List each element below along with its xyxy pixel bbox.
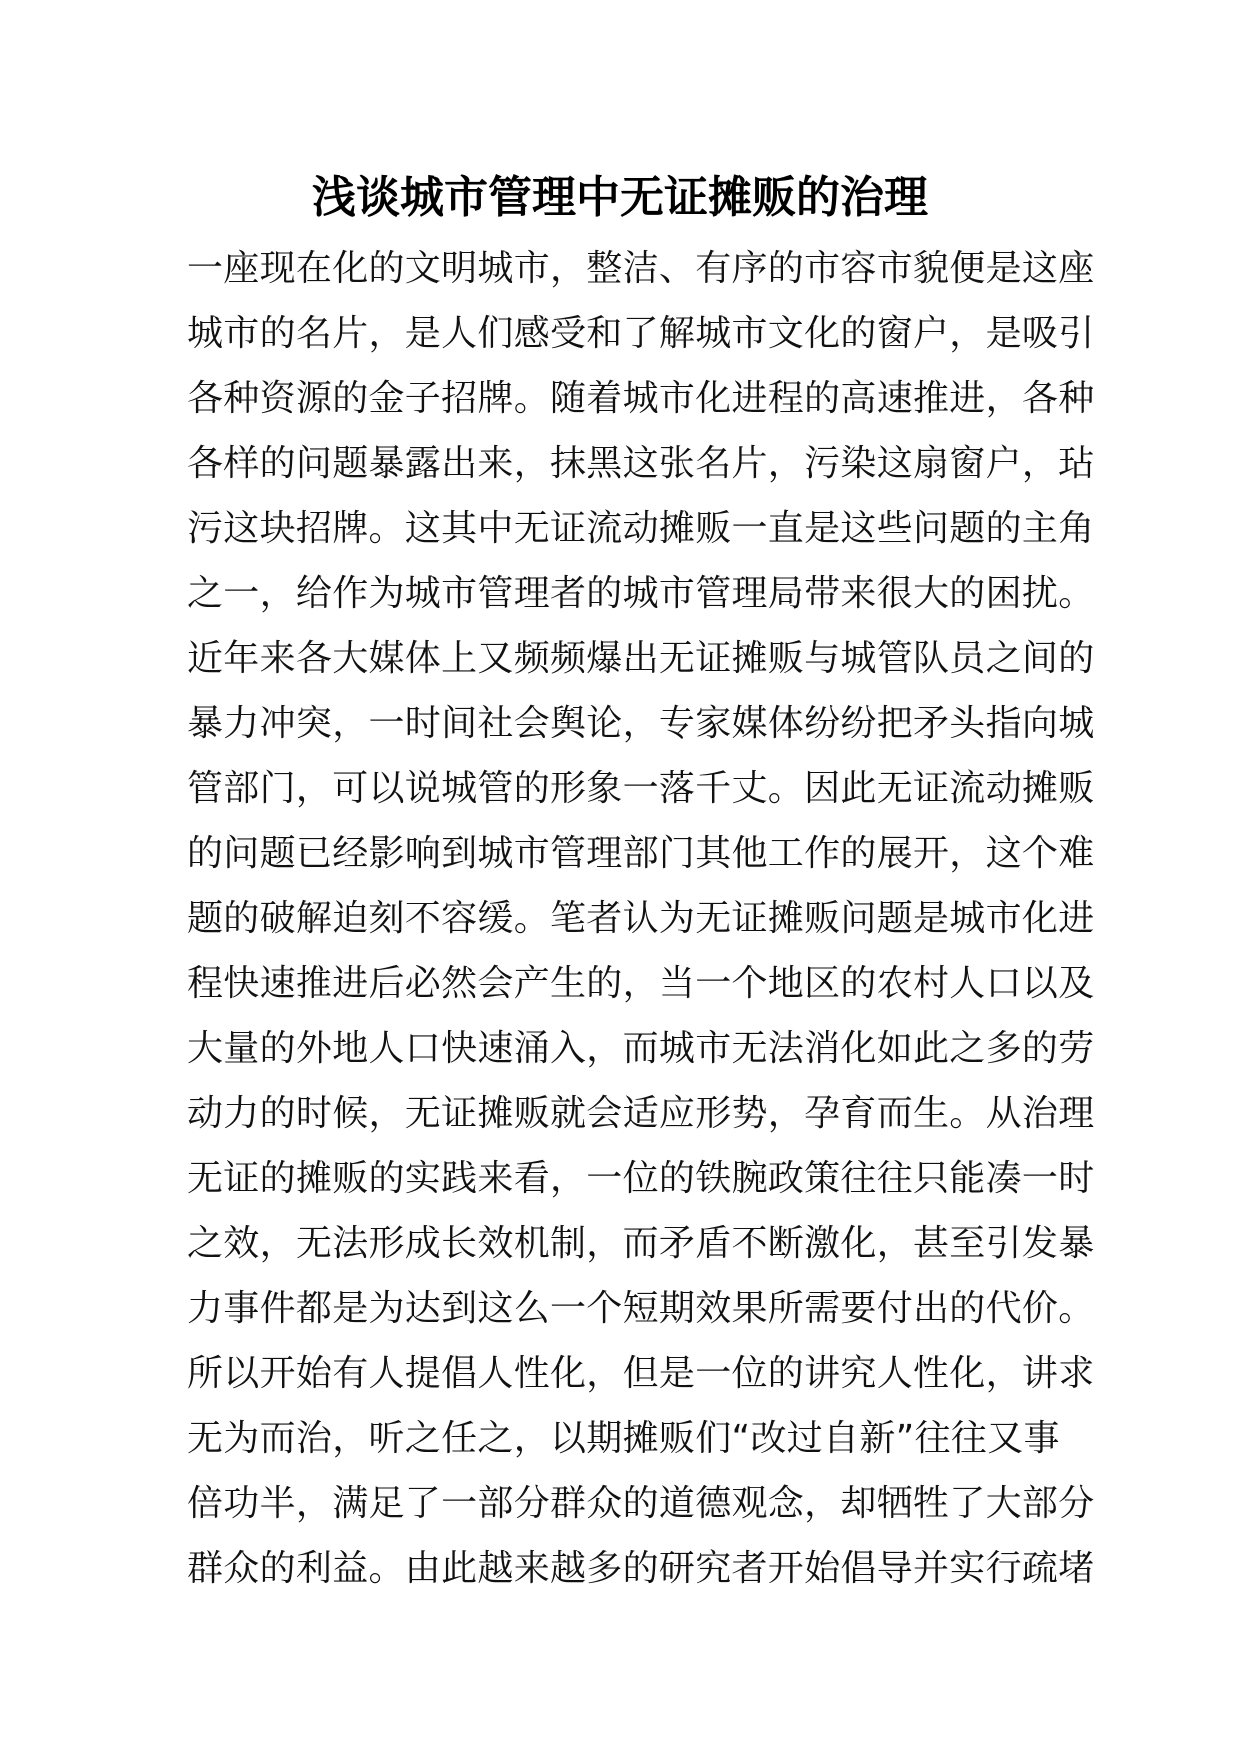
body-line: 大量的外地人口快速涌入，而城市无法消化如此之多的劳 — [187, 1028, 1095, 1069]
body-line: 程快速推进后必然会产生的，当一个地区的农村人口以及 — [187, 963, 1095, 1004]
body-line: 力事件都是为达到这么一个短期效果所需要付出的代价。 — [187, 1288, 1095, 1329]
body-line: 的问题已经影响到城市管理部门其他工作的展开，这个难 — [187, 833, 1095, 874]
body-line: 无证的摊贩的实践来看，一位的铁腕政策往往只能凑一时 — [187, 1158, 1095, 1199]
body-line: 之效，无法形成长效机制，而矛盾不断激化，甚至引发暴 — [187, 1223, 1095, 1264]
body-line: 群众的利益。由此越来越多的研究者开始倡导并实行疏堵 — [187, 1548, 1095, 1589]
body-line: 所以开始有人提倡人性化，但是一位的讲究人性化，讲求 — [187, 1353, 1095, 1394]
body-line: 管部门，可以说城管的形象一落千丈。因此无证流动摊贩 — [187, 768, 1095, 809]
body-line: 一座现在化的文明城市，整洁、有序的市容市貌便是这座 — [187, 248, 1095, 289]
body-line: 动力的时候，无证摊贩就会适应形势，孕育而生。从治理 — [187, 1093, 1095, 1134]
document-body — [187, 236, 1095, 1601]
body-line: 污这块招牌。这其中无证流动摊贩一直是这些问题的主角 — [187, 508, 1095, 549]
body-line: 无为而治，听之任之，以期摊贩们“改过自新”往往又事 — [187, 1418, 1060, 1459]
body-line: 各样的问题暴露出来，抹黑这张名片，污染这扇窗户，玷 — [187, 443, 1095, 484]
body-line: 倍功半，满足了一部分群众的道德观念，却牺牲了大部分 — [187, 1483, 1095, 1524]
document-title: 浅谈城市管理中无证摊贩的治理 — [312, 172, 928, 223]
body-line: 近年来各大媒体上又频频爆出无证摊贩与城管队员之间的 — [187, 638, 1095, 679]
body-line: 暴力冲突，一时间社会舆论，专家媒体纷纷把矛头指向城 — [187, 703, 1095, 744]
body-line: 之一，给作为城市管理者的城市管理局带来很大的困扰。 — [187, 573, 1095, 614]
body-line: 各种资源的金子招牌。随着城市化进程的高速推进，各种 — [187, 378, 1095, 419]
body-line: 城市的名片，是人们感受和了解城市文化的窗户，是吸引 — [187, 313, 1095, 354]
body-line: 题的破解迫刻不容缓。笔者认为无证摊贩问题是城市化进 — [187, 898, 1095, 939]
